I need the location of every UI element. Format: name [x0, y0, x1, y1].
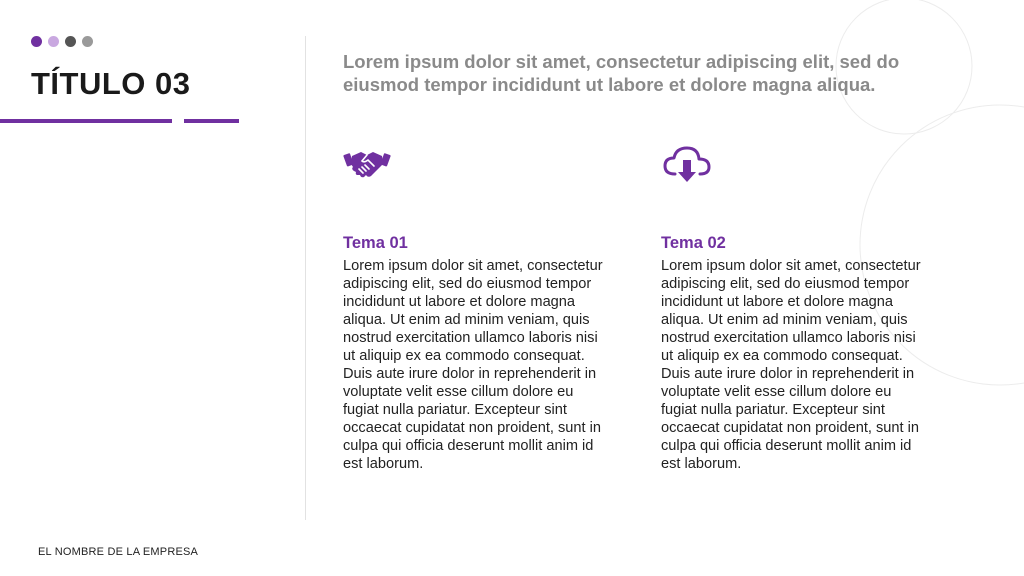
topic-body: Lorem ipsum dolor sit amet, consectetur adipiscing elit, sed do eiusmod tempor incididunt ut labore et dolore magna aliqua. Ut enim ad minim veniam, quis nostrud exercitation ullamco laboris nisi ut aliquip ex ea commodo consequat. Duis aute irure dolor in reprehenderit in voluptate velit esse cillum dolore eu fugiat nulla pariatur. Excepteur sint occaecat cupidatat non proident, sunt in culpa qui officia deserunt mollit anim id est laborum.	[661, 258, 921, 472]
company-name: EL NOMBRE DE LA EMPRESA	[38, 546, 199, 558]
topic-title: Tema 02	[661, 234, 726, 252]
topic-column-2	[661, 140, 923, 473]
page-title: TÍTULO 03	[31, 66, 191, 101]
decorative-dots	[31, 36, 93, 47]
topic-title: Tema 01	[343, 234, 408, 252]
topic-body: Lorem ipsum dolor sit amet, consectetur adipiscing elit, sed do eiusmod tempor incididunt ut labore et dolore magna aliqua. Ut enim ad minim veniam, quis nostrud exercitation ullamco laboris nisi ut aliquip ex ea commodo consequat. Duis aute irure dolor in reprehenderit in voluptate velit esse cillum dolore eu fugiat nulla pariatur. Excepteur sint occaecat cupidatat non proident, sunt in culpa qui officia deserunt mollit anim id est laborum.	[343, 258, 603, 472]
vertical-divider	[305, 36, 306, 520]
intro-text: Lorem ipsum dolor sit amet, consectetur adipiscing elit, sed do eiusmod tempor incididunt ut labore et dolore magna aliqua.	[343, 51, 900, 95]
dot-2	[48, 36, 59, 47]
title-underline-long	[0, 119, 172, 123]
dot-1	[31, 36, 42, 47]
dot-4	[82, 36, 93, 47]
handshake-icon	[343, 140, 605, 188]
title-underline-short	[184, 119, 239, 123]
cloud-download-icon	[661, 140, 923, 188]
topic-column-1	[343, 140, 605, 473]
dot-3	[65, 36, 76, 47]
